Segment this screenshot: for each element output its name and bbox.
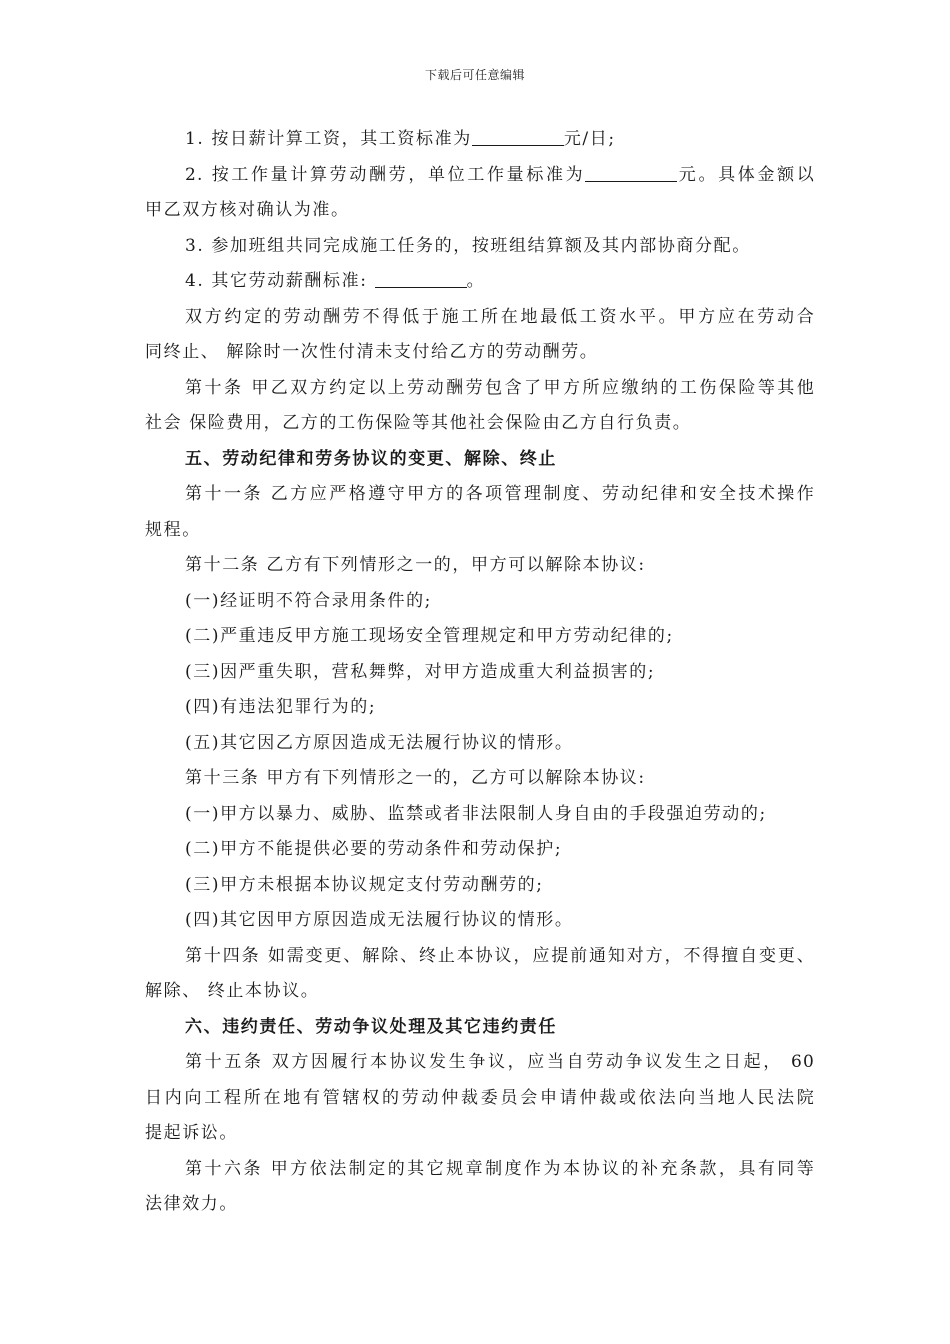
clause-text: 。: [466, 271, 486, 291]
paragraph-line: 规程。: [145, 519, 201, 540]
list-item: (四)其它因甲方原因造成无法履行协议的情形。: [185, 910, 574, 930]
paragraph-line: 第十一条 乙方应严格遵守甲方的各项管理制度、劳动纪律和安全技术操作: [185, 484, 815, 504]
paragraph-line: 解除、 终止本协议。: [145, 981, 320, 1001]
clause-team-wage: 3. 参加班组共同完成施工任务的，按班组结算额及其内部协商分配。: [185, 235, 751, 256]
list-item: (一)甲方以暴力、威胁、监禁或者非法限制人身自由的手段强迫劳动的;: [185, 803, 767, 824]
list-item: (三)甲方未根据本协议规定支付劳动酬劳的;: [185, 874, 544, 895]
fill-in-blank[interactable]: [472, 123, 564, 146]
paragraph-line: 同终止、 解除时一次性付清未支付给乙方的劳动酬劳。: [145, 342, 599, 362]
list-item: (四)有违法犯罪行为的;: [185, 697, 377, 717]
clause-text: 4. 其它劳动薪酬标准:: [185, 271, 375, 291]
paragraph-line: 第十三条 甲方有下列情形之一的，乙方可以解除本协议:: [185, 768, 646, 788]
fill-in-blank[interactable]: [375, 265, 467, 288]
fill-in-blank[interactable]: [585, 159, 677, 182]
list-item: (五)其它因乙方原因造成无法履行协议的情形。: [185, 732, 574, 753]
paragraph-line: 第十六条 甲方依法制定的其它规章制度作为本协议的补充条款，具有同等: [185, 1158, 815, 1179]
page-header-note: 下载后可任意编辑: [424, 68, 525, 82]
paragraph-line: 第十四条 如需变更、解除、终止本协议，应提前通知对方，不得擅自变更、: [185, 945, 815, 966]
clause-text: 元/日;: [563, 129, 616, 149]
paragraph-line: 第十条 甲乙双方约定以上劳动酬劳包含了甲方所应缴纳的工伤保险等其他: [185, 377, 815, 398]
paragraph-line: 社会 保险费用，乙方的工伤保险等其他社会保险由乙方自行负责。: [145, 413, 692, 433]
document-body: [145, 122, 815, 1223]
list-item: (二)严重违反甲方施工现场安全管理规定和甲方劳动纪律的;: [185, 626, 674, 646]
paragraph-line: 第十二条 乙方有下列情形之一的，甲方可以解除本协议:: [185, 555, 646, 575]
paragraph-line: 日内向工程所在地有管辖权的劳动仲裁委员会申请仲裁或依法向当地人民法院: [145, 1087, 815, 1108]
clause-daily-wage: [145, 122, 815, 158]
clause-text: 元。具体金额以: [677, 164, 815, 185]
paragraph-line: 法律效力。: [145, 1194, 238, 1214]
list-item: (二)甲方不能提供必要的劳动条件和劳动保护;: [185, 839, 563, 859]
list-item: (三)因严重失职，营私舞弊，对甲方造成重大利益损害的;: [185, 661, 656, 682]
section-heading-5: 五、劳动纪律和劳务协议的变更、解除、终止: [185, 448, 557, 469]
clause-other-wage: [145, 264, 815, 300]
paragraph-line: 提起诉讼。: [145, 1123, 238, 1143]
paragraph-line: 双方约定的劳动酬劳不得低于施工所在地最低工资水平。甲方应在劳动合: [185, 306, 815, 327]
clause-text: 甲乙双方核对确认为准。: [145, 200, 350, 220]
clause-text: 1. 按日薪计算工资，其工资标准为: [185, 129, 472, 149]
list-item: (一)经证明不符合录用条件的;: [185, 590, 432, 611]
section-heading-6: 六、违约责任、劳动争议处理及其它违约责任: [185, 1016, 557, 1037]
clause-text: 2. 按工作量计算劳动酬劳，单位工作量标准为: [185, 164, 586, 185]
clause-workload-wage: [145, 158, 815, 194]
paragraph-line: 第十五条 双方因履行本协议发生争议，应当自劳动争议发生之日起， 60: [185, 1052, 815, 1072]
